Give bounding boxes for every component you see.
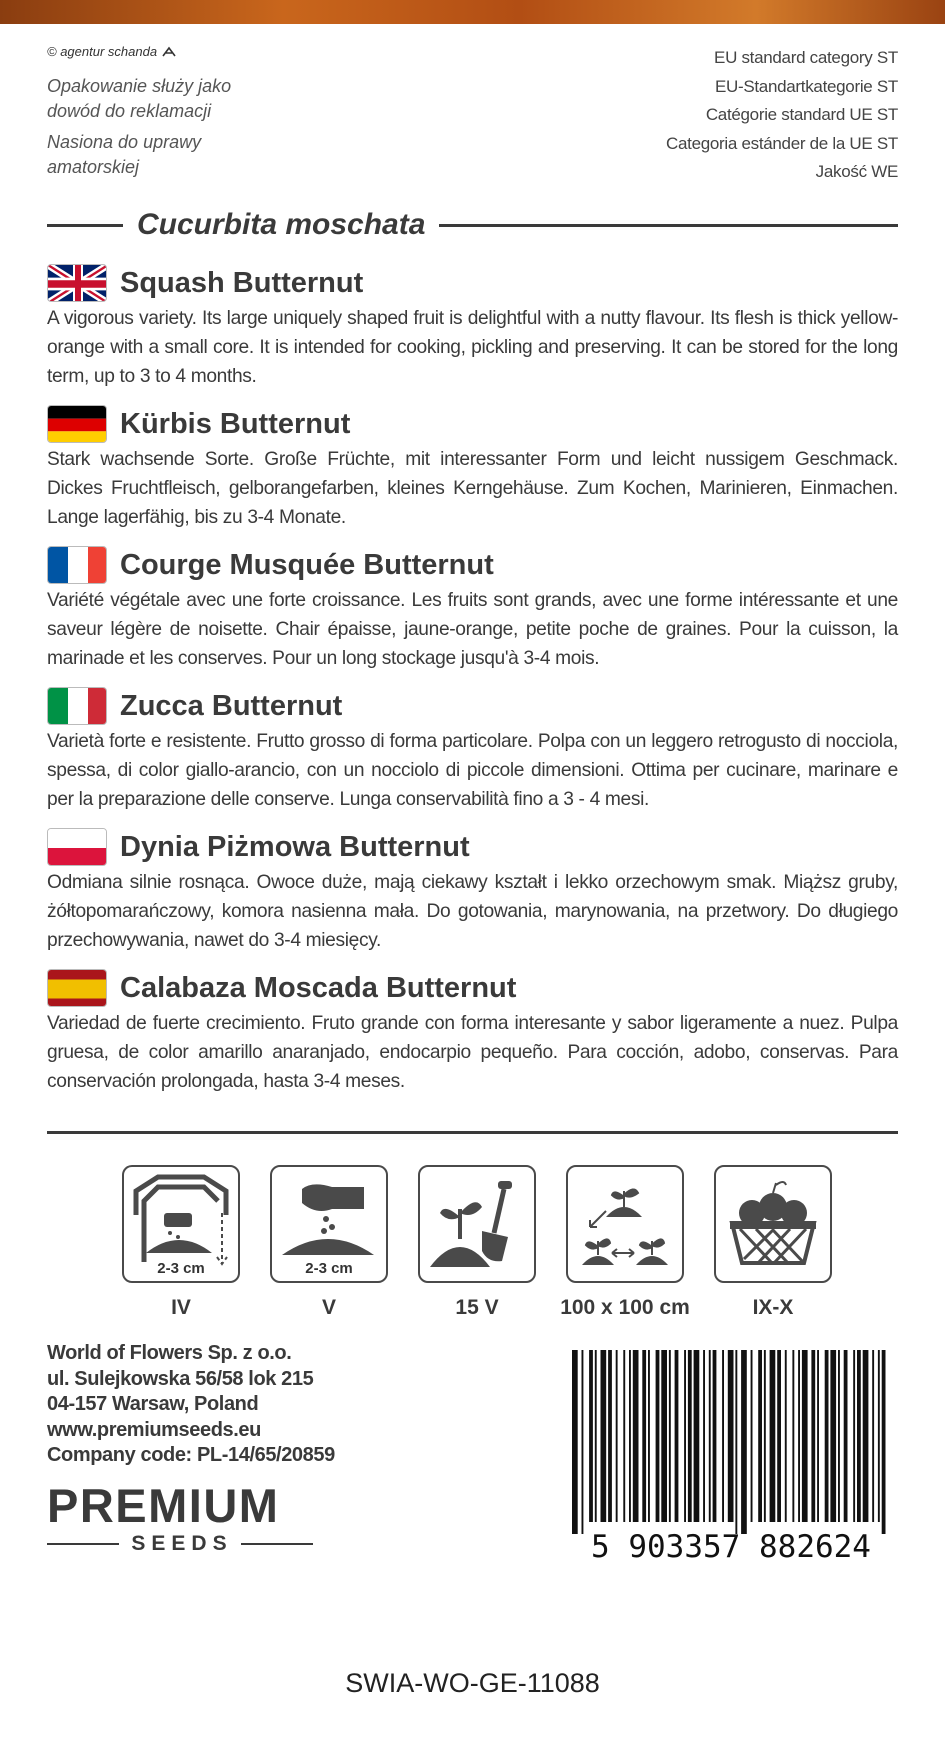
- standard-line: EU-Standartkategorie ST: [714, 76, 898, 96]
- greenhouse-sowing-icon: [122, 1165, 240, 1283]
- rule-left: [47, 224, 123, 227]
- barcode-bar: [777, 1350, 781, 1522]
- barcode-bar: [872, 1350, 874, 1522]
- section-text: Variété végétale avec une forte croissance. Les fruits sont grands, avec une forme intéressante et une saveur légère de noisette. Chair épaisse, jaune-orange, petite poche de graines. Pour la cuisson, la marinade et les conserves. Pour un long stockage jusqu'à 3-4 mois.: [47, 590, 898, 669]
- outdoor-sowing-icon: [270, 1165, 388, 1283]
- barcode-bar: [802, 1350, 808, 1522]
- cultivation-icons: [122, 1165, 832, 1283]
- barcode-bar: [853, 1350, 855, 1522]
- barcode-bar: [844, 1350, 848, 1522]
- barcode-bar: [572, 1350, 578, 1534]
- complaint-note: Opakowanie służy jako dowód do reklamacji: [47, 76, 232, 121]
- section-text: Variedad de fuerte crecimiento. Fruto grande con forma interesante y sabor ligeramente a nuez. Pulpa gruesa, de color amarillo anaranjado, endocarpio pequeño. Para cocción, adobo, conservas. Para conservación prolongada, hasta 3-4 meses.: [47, 1013, 898, 1092]
- uk-flag-icon: [47, 264, 107, 302]
- section-divider: [47, 1131, 898, 1134]
- poland-flag-icon: [47, 828, 107, 866]
- company-name: World of Flowers Sp. z o.o.: [47, 1342, 292, 1364]
- barcode-bar: [582, 1350, 584, 1534]
- barcode-bar: [830, 1350, 836, 1522]
- company-info: [47, 1341, 335, 1469]
- barcode-bar: [589, 1350, 593, 1522]
- barcode-bar: [694, 1350, 700, 1522]
- italy-flag-icon: [47, 687, 107, 725]
- barcode-bar: [629, 1350, 631, 1522]
- spain-flag-icon: [47, 969, 107, 1007]
- france-flag-icon: [47, 546, 107, 584]
- rule-right: [439, 224, 898, 227]
- planting-icon: [418, 1165, 536, 1283]
- barcode-bar: [709, 1350, 711, 1522]
- product-code: SWIA-WO-GE-11088: [345, 1668, 600, 1698]
- standard-line: EU standard category ST: [714, 48, 898, 67]
- polish-notes: [47, 74, 247, 186]
- company-city: 04-157 Warsaw, Poland: [47, 1393, 259, 1415]
- agency-logo-icon: [161, 46, 177, 58]
- premium-seeds-logo: [47, 1479, 313, 1556]
- section-french: [47, 544, 898, 673]
- section-title: Calabaza Moscada Butternut: [120, 971, 517, 1004]
- section-text: Varietà forte e resistente. Frutto grosso di forma particolare. Polpa con un leggero retrogusto di nocciola, spessa, di color giallo-arancio, con un nocciolo di piccole dimensioni. Ottima per cucinare, marinare e per la preparazione delle conserve. Lunga conservabilità fino a 3 - 4 mesi.: [47, 731, 898, 810]
- logo-premium: PREMIUM: [47, 1479, 280, 1532]
- barcode-bar: [811, 1350, 815, 1522]
- barcode-bar: [863, 1350, 869, 1522]
- section-text: Stark wachsende Sorte. Große Früchte, mit interessanter Form und leicht nussigem Geschmack. Dickes Fruchtfleisch, gelborangefarben, kleines Kerngehäuse. Zum Kochen, Marinieren, Einmachen. Lange lagerfähig, bis zu 3-4 Monate.: [47, 449, 898, 528]
- section-title: Kürbis Butternut: [120, 407, 351, 440]
- latin-name: Cucurbita moschata: [137, 208, 426, 241]
- barcode: [570, 1350, 892, 1560]
- depth-caption: 2-3 cm: [305, 1260, 353, 1277]
- barcode-bar: [642, 1350, 646, 1522]
- barcode-bar: [758, 1350, 762, 1522]
- month-label: IV: [171, 1296, 191, 1319]
- barcode-bar: [713, 1350, 717, 1522]
- barcode-bar: [661, 1350, 667, 1522]
- spacing-icon: [566, 1165, 684, 1283]
- section-text: Odmiana silnie rosnąca. Owoce duże, mają ciekawy kształt i lekko orzechowym smak. Miąższ gruby, żółtopomarańczowy, komora nasienna mała. Do gotowania, marynowania, na przetwory. Do długiego przechowywania, nawet do 3-4 miesięcy.: [47, 872, 898, 951]
- copyright-notice: [47, 44, 177, 59]
- barcode-bar: [857, 1350, 861, 1522]
- barcode-bar: [656, 1350, 660, 1522]
- spacing-label: 100 x 100 cm: [560, 1296, 690, 1319]
- section-title: Courge Musquée Butternut: [120, 548, 494, 581]
- barcode-bar: [601, 1350, 607, 1522]
- section-title: Zucca Butternut: [120, 689, 343, 722]
- standard-line: Jakość WE: [815, 162, 898, 181]
- company-street: ul. Sulejkowska 56/58 lok 215: [47, 1367, 314, 1390]
- latin-name-row: [47, 208, 898, 242]
- harvest-basket-icon: [714, 1165, 832, 1283]
- section-italian: [47, 685, 898, 814]
- barcode-bar: [669, 1350, 671, 1522]
- barcode-bar: [728, 1350, 734, 1522]
- language-sections: [47, 262, 898, 1108]
- barcode-bar: [675, 1350, 679, 1522]
- barcode-number: 5 903357 882624: [591, 1529, 871, 1560]
- barcode-bar: [633, 1350, 639, 1522]
- barcode-bar: [798, 1350, 800, 1522]
- barcode-bar: [741, 1350, 747, 1534]
- section-text: A vigorous variety. Its large uniquely shaped fruit is delightful with a nutty flavour. Its flesh is thick yellow-orange with a small core. It is intended for cooking, pickling and preserving. It can be stored for the long term, up to 3 to 4 months.: [47, 308, 898, 387]
- section-title: Dynia Piżmowa Butternut: [120, 830, 470, 863]
- barcode-bar: [770, 1350, 776, 1522]
- barcode-bar: [688, 1350, 692, 1522]
- barcode-bar: [595, 1350, 597, 1522]
- depth-caption: 2-3 cm: [157, 1260, 205, 1277]
- barcode-bar: [785, 1350, 787, 1522]
- eu-standards: [666, 44, 898, 187]
- top-color-band: [0, 0, 945, 24]
- standard-line: Categoria estánder de la UE ST: [666, 133, 898, 153]
- barcode-bar: [838, 1350, 840, 1522]
- barcode-bar: [722, 1350, 724, 1522]
- barcode-bar: [703, 1350, 705, 1522]
- barcode-bar: [792, 1350, 794, 1522]
- copyright-text: © agentur schanda: [47, 44, 158, 59]
- barcode-bar: [616, 1350, 618, 1522]
- logo-seeds: SEEDS: [131, 1532, 233, 1555]
- month-label: 15 V: [455, 1296, 499, 1319]
- section-english: [47, 262, 898, 391]
- barcode-bar: [648, 1350, 650, 1522]
- standard-line: Catégorie standard UE ST: [705, 105, 898, 124]
- barcode-bar: [608, 1350, 612, 1522]
- barcode-bar: [878, 1350, 880, 1522]
- company-website[interactable]: www.premiumseeds.eu: [47, 1418, 261, 1441]
- barcode-bar: [735, 1350, 737, 1534]
- barcode-bar: [882, 1350, 886, 1534]
- barcode-bar: [623, 1350, 625, 1522]
- company-code: Company code: PL-14/65/20859: [47, 1444, 335, 1466]
- section-german: [47, 403, 898, 532]
- month-label: V: [321, 1296, 336, 1319]
- barcode-bar: [825, 1350, 829, 1522]
- barcode-bar: [751, 1350, 753, 1522]
- barcode-bar: [764, 1350, 766, 1522]
- barcode-bar: [817, 1350, 819, 1522]
- barcode-bar: [684, 1350, 686, 1522]
- section-polish: [47, 826, 898, 955]
- germany-flag-icon: [47, 405, 107, 443]
- month-label: IX-X: [752, 1296, 794, 1319]
- section-spanish: [47, 967, 898, 1096]
- section-title: Squash Butternut: [120, 266, 364, 299]
- amateur-note: Nasiona do uprawy amatorskiej: [47, 132, 202, 177]
- calendar-row: [107, 1296, 847, 1320]
